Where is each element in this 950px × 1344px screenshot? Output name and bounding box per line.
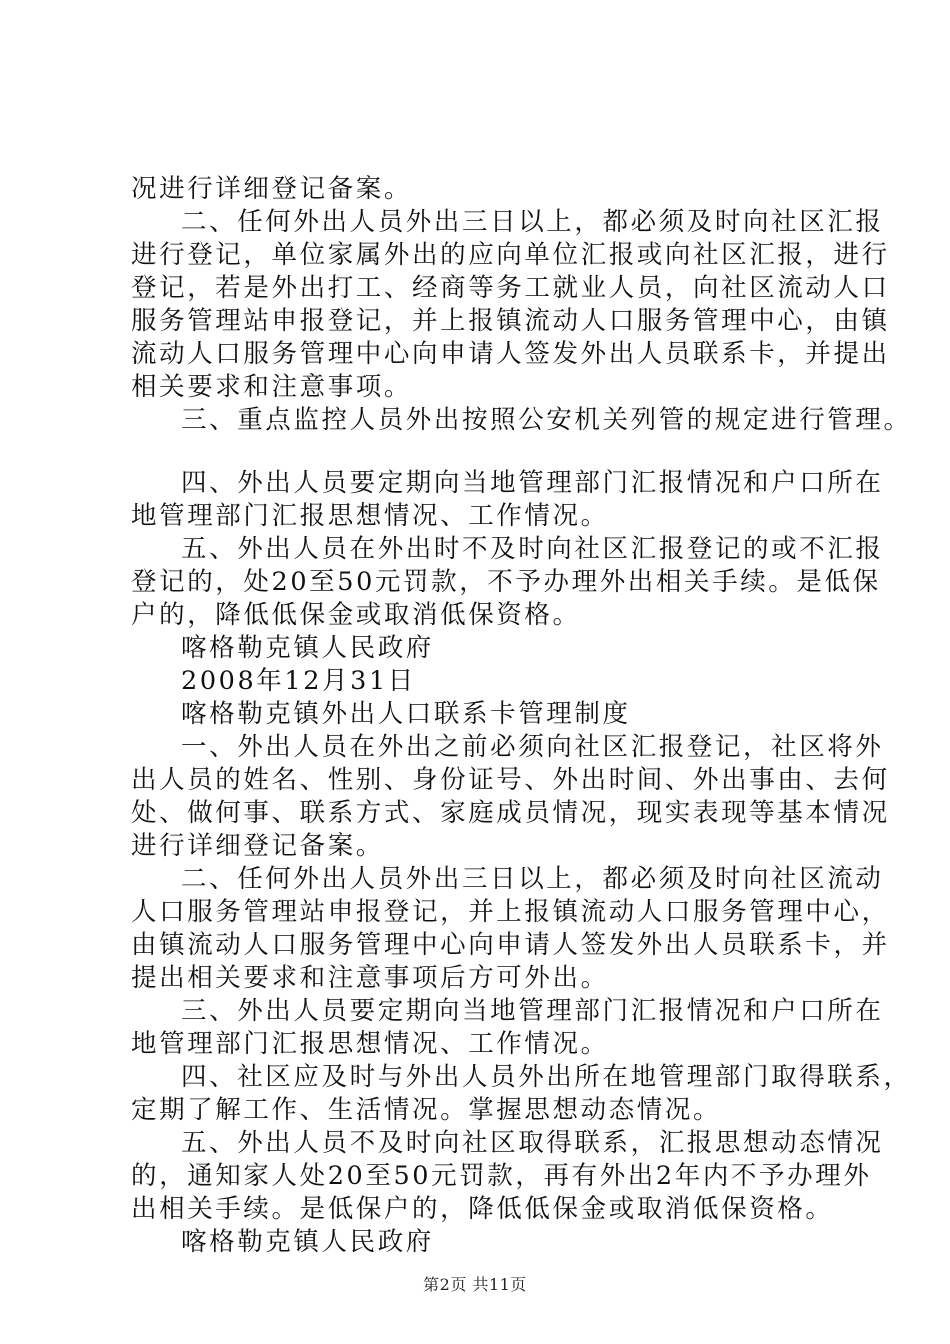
signature-line: 喀格勒克镇人民政府 xyxy=(181,633,434,663)
text-line: 五、外出人员不及时向社区取得联系，汇报思想动态情况 xyxy=(181,1128,884,1158)
text-line: 五、外出人员在外出时不及时向社区汇报登记的或不汇报 xyxy=(181,534,884,564)
section-title: 喀格勒克镇外出人口联系卡管理制度 xyxy=(181,699,631,729)
text-line: 由镇流动人口服务管理中心向申请人签发外出人员联系卡，并 xyxy=(131,930,890,960)
text-line: 二、任何外出人员外出三日以上，都必须及时向社区汇报 xyxy=(181,207,884,237)
text-line: 出人员的姓名、性别、身份证号、外出时间、外出事由、去何 xyxy=(131,765,890,795)
text-line: 地管理部门汇报思想情况、工作情况。 xyxy=(131,501,609,531)
text-line: 服务管理站申报登记，并上报镇流动人口服务管理中心，由镇 xyxy=(131,306,890,336)
text-line: 定期了解工作、生活情况。掌握思想动态情况。 xyxy=(131,1095,722,1125)
text-line: 登记，若是外出打工、经商等务工就业人员，向社区流动人口 xyxy=(131,273,890,303)
text-line: 地管理部门汇报思想情况、工作情况。 xyxy=(131,1029,609,1059)
text-line: 登记的，处20至50元罚款，不予办理外出相关手续。是低保 xyxy=(131,567,881,597)
text-line: 一、外出人员在外出之前必须向社区汇报登记，社区将外 xyxy=(181,732,884,762)
date-line: 2008年12月31日 xyxy=(181,666,416,696)
text-line: 流动人口服务管理中心向申请人签发外出人员联系卡，并提出 xyxy=(131,339,890,369)
text-line: 进行登记，单位家属外出的应向单位汇报或向社区汇报，进行 xyxy=(131,240,890,270)
text-line: 人口服务管理站申报登记，并上报镇流动人口服务管理中心， xyxy=(131,897,890,927)
page-number: 第2页 共11页 xyxy=(423,1275,527,1294)
text-line: 提出相关要求和注意事项后方可外出。 xyxy=(131,963,609,993)
signature-line: 喀格勒克镇人民政府 xyxy=(181,1227,434,1257)
text-line: 三、重点监控人员外出按照公安机关列管的规定进行管理。 xyxy=(181,405,912,435)
text-line: 相关要求和注意事项。 xyxy=(131,372,413,402)
text-line: 出相关手续。是低保户的，降低低保金或取消低保资格。 xyxy=(131,1194,834,1224)
text-line: 况进行详细登记备案。 xyxy=(131,174,413,204)
text-line: 的，通知家人处20至50元罚款，再有外出2年内不予办理外 xyxy=(131,1161,872,1191)
text-line: 三、外出人员要定期向当地管理部门汇报情况和户口所在 xyxy=(181,996,884,1026)
text-line: 户的，降低低保金或取消低保资格。 xyxy=(131,600,581,630)
text-line: 进行详细登记备案。 xyxy=(131,831,384,861)
text-line: 四、外出人员要定期向当地管理部门汇报情况和户口所在 xyxy=(181,468,884,498)
text-line: 二、任何外出人员外出三日以上，都必须及时向社区流动 xyxy=(181,864,884,894)
text-line: 处、做何事、联系方式、家庭成员情况，现实表现等基本情况 xyxy=(131,798,890,828)
text-line: 四、社区应及时与外出人员外出所在地管理部门取得联系， xyxy=(181,1062,912,1092)
